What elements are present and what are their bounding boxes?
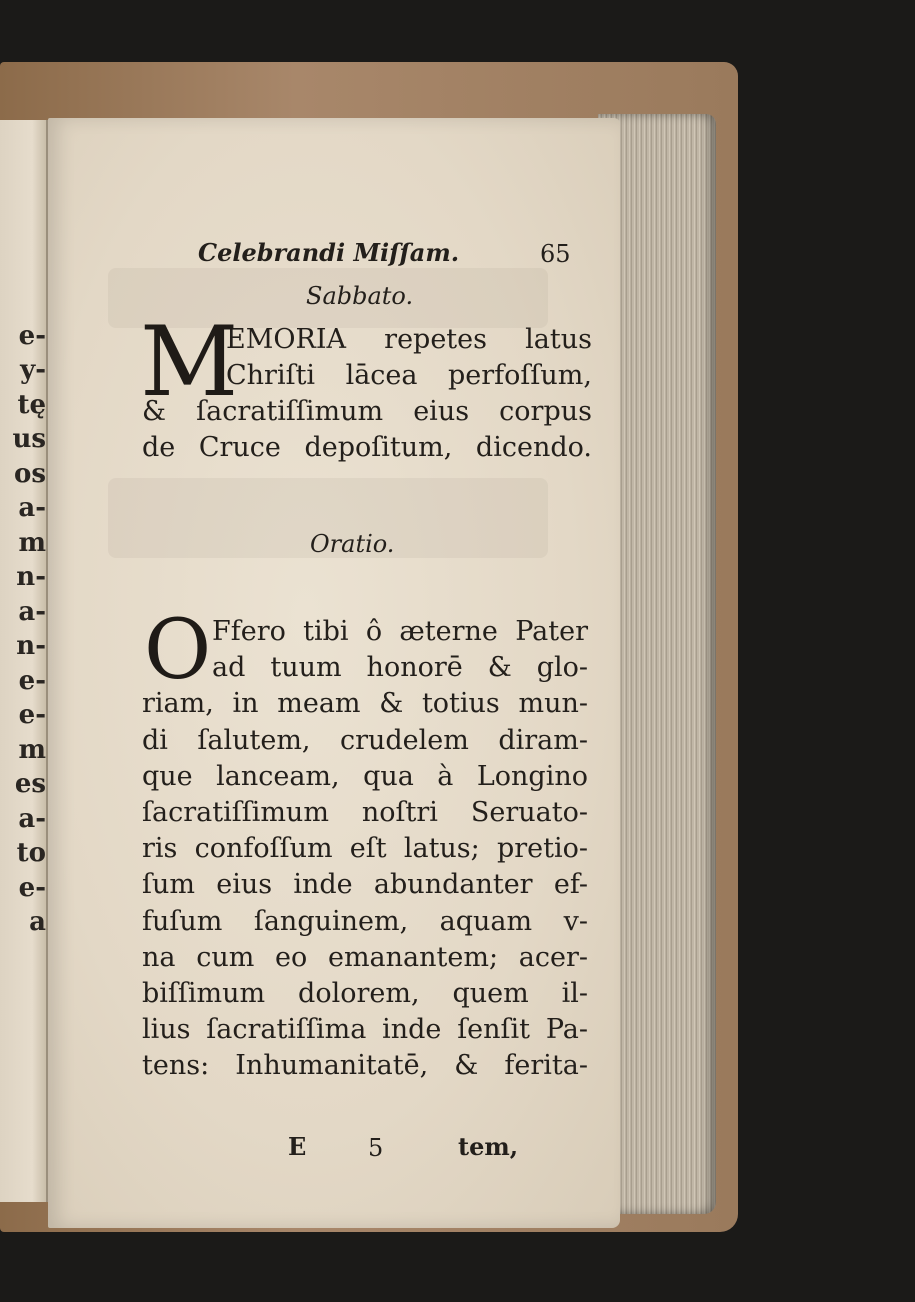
signature-number: 5 (368, 1134, 384, 1162)
text-line: na cum eo emanantem; acer- (142, 941, 588, 973)
text-line: ris confoſſum eſt latus; pretio- (142, 833, 588, 865)
text-line: ſum eius inde abundanter ef- (142, 869, 588, 901)
text-line: fuſum ſanguinem, aquam v- (142, 905, 588, 937)
left-page-fragment: n- (16, 562, 46, 592)
page-number: 65 (540, 240, 571, 268)
left-page-fragment: tę (17, 389, 46, 420)
text-line: Chriſti lācea perfoſſum, (226, 360, 592, 391)
text-line: que lanceam, qua à Longino (142, 760, 588, 792)
left-page-fragment: e- (18, 872, 46, 903)
left-page-fragment: y- (20, 355, 46, 385)
paragraph-intro (140, 306, 592, 466)
text-line: lius ſacratiſſima inde ſenſit Pa- (142, 1014, 588, 1046)
text-line: & ſacratiſſimum eius corpus (142, 396, 592, 427)
text-line: de Cruce depoſitum, dicendo. (142, 432, 592, 463)
left-page-fragment: a- (18, 803, 46, 834)
left-page-fragment: a- (18, 493, 46, 523)
prayer-heading: Oratio. (310, 530, 395, 558)
text-line: riam, in meam & totius mun- (142, 688, 588, 720)
right-page (48, 118, 620, 1228)
left-page-fragment: m (18, 527, 46, 558)
left-page-fragment: us (12, 424, 46, 454)
section-heading: Sabbato. (306, 282, 414, 310)
left-page-fragment (2, 284, 46, 319)
catchword: tem, (458, 1132, 519, 1161)
text-line: ad tuum honorē & glo- (212, 652, 588, 684)
book (0, 62, 738, 1232)
left-page-fragment: e- (18, 665, 46, 696)
left-page-fragment: e- (18, 700, 46, 730)
paragraph-prayer (142, 603, 588, 1084)
left-page-fragment: a (29, 907, 46, 937)
left-page-fragment: es (14, 769, 46, 799)
left-page-fragment: e- (18, 320, 46, 351)
signature-mark: E (288, 1132, 307, 1161)
text-line: tens: Inhumanitatē, & ferita- (142, 1050, 588, 1082)
left-page-fragment: n- (16, 631, 46, 661)
left-page-text-fragments (2, 284, 46, 940)
text-line: EMORIA repetes latus (226, 324, 592, 355)
left-page-fragment: os (14, 458, 46, 489)
text-line: ſacratiſſimum noſtri Seruato- (142, 796, 588, 828)
left-page-fragment: m (18, 734, 46, 765)
text-line: di ſalutem, crudelem diram- (142, 724, 588, 756)
drop-capital: M (140, 306, 239, 418)
drop-capital: O (144, 603, 212, 698)
running-head: Celebrandi Miſſam. (198, 238, 460, 267)
left-page (0, 120, 48, 1202)
left-page-fragment: a- (18, 596, 46, 627)
text-line: biſſimum dolorem, quem il- (142, 977, 588, 1009)
left-page-fragment: to (16, 838, 46, 868)
text-line: Ffero tibi ô æterne Pater (212, 616, 588, 647)
